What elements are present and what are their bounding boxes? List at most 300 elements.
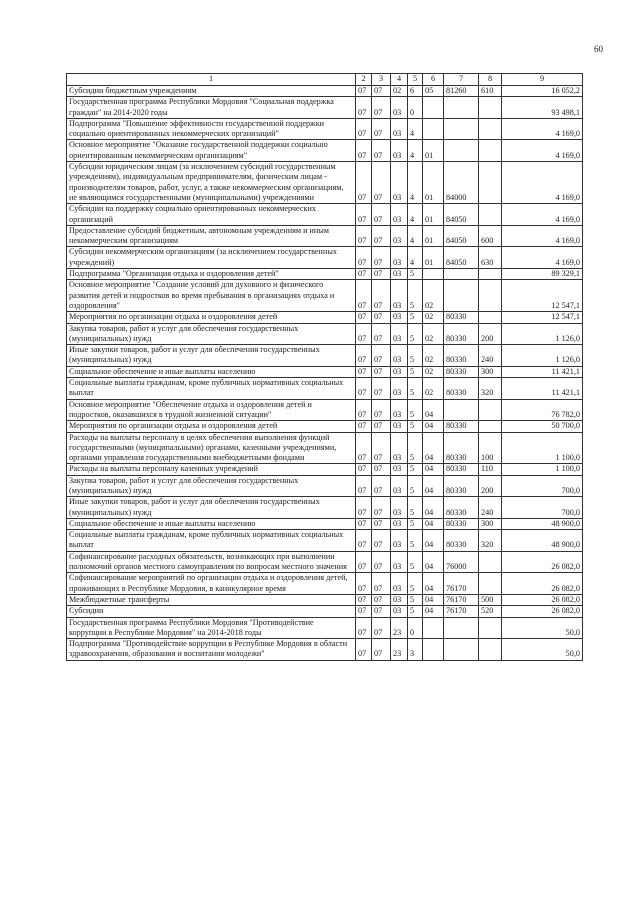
- section-code-cell: 07: [356, 323, 372, 345]
- program-code-cell: 03: [391, 399, 408, 421]
- amount-cell: 16 052,2: [502, 86, 583, 97]
- direction-code-cell: 80330: [444, 312, 479, 323]
- expense-type-cell: 320: [479, 378, 502, 400]
- activity-code-cell: 04: [423, 518, 444, 529]
- table-row: [67, 421, 583, 432]
- program-code-cell: 03: [391, 551, 408, 573]
- amount-cell: 4 169,0: [502, 204, 583, 226]
- expense-type-cell: [479, 269, 502, 280]
- row-name-cell: Расходы на выплаты персоналу в целях обеспечения выполнения функций государственными (муниципальными) органами, казенными учреждениями, органами управления государственными внебюджетными фондами: [67, 432, 356, 464]
- subprogram-code-cell: 5: [408, 421, 423, 432]
- activity-code-cell: 02: [423, 312, 444, 323]
- row-name-cell: Социальное обеспечение и иные выплаты населению: [67, 518, 356, 529]
- section-code-cell: 07: [356, 247, 372, 269]
- activity-code-cell: 02: [423, 345, 444, 367]
- header-cell: 4: [391, 74, 408, 86]
- direction-code-cell: 80330: [444, 378, 479, 400]
- subprogram-code-cell: 5: [408, 518, 423, 529]
- table-row: [67, 378, 583, 400]
- amount-cell: 26 082,0: [502, 573, 583, 595]
- direction-code-cell: 84050: [444, 247, 479, 269]
- program-code-cell: 03: [391, 204, 408, 226]
- subprogram-code-cell: 4: [408, 140, 423, 162]
- direction-code-cell: 80330: [444, 432, 479, 464]
- section-code-cell: 07: [356, 518, 372, 529]
- amount-cell: 50,0: [502, 617, 583, 639]
- direction-code-cell: [444, 269, 479, 280]
- activity-code-cell: 04: [423, 464, 444, 475]
- direction-code-cell: [444, 280, 479, 312]
- expense-type-cell: 200: [479, 475, 502, 497]
- activity-code-cell: 05: [423, 86, 444, 97]
- activity-code-cell: 04: [423, 432, 444, 464]
- activity-code-cell: 02: [423, 280, 444, 312]
- table-row: [67, 118, 583, 140]
- subsection-code-cell: 07: [372, 475, 391, 497]
- direction-code-cell: 76000: [444, 551, 479, 573]
- table-row: [67, 162, 583, 204]
- expense-type-cell: 300: [479, 366, 502, 377]
- subprogram-code-cell: 5: [408, 312, 423, 323]
- amount-cell: 26 082,0: [502, 606, 583, 617]
- activity-code-cell: 04: [423, 421, 444, 432]
- direction-code-cell: 76170: [444, 606, 479, 617]
- program-code-cell: 03: [391, 497, 408, 519]
- program-code-cell: 03: [391, 345, 408, 367]
- program-code-cell: 03: [391, 573, 408, 595]
- direction-code-cell: 80330: [444, 345, 479, 367]
- subprogram-code-cell: 5: [408, 366, 423, 377]
- subprogram-code-cell: 5: [408, 269, 423, 280]
- subprogram-code-cell: 3: [408, 639, 423, 661]
- header-cell: 2: [356, 74, 372, 86]
- row-name-cell: Субсидии: [67, 606, 356, 617]
- direction-code-cell: [444, 639, 479, 661]
- row-name-cell: Социальные выплаты гражданам, кроме публичных нормативных социальных выплат: [67, 378, 356, 400]
- expense-type-cell: 200: [479, 323, 502, 345]
- table-row: [67, 247, 583, 269]
- section-code-cell: 07: [356, 617, 372, 639]
- expense-type-cell: [479, 573, 502, 595]
- section-code-cell: 07: [356, 204, 372, 226]
- row-name-cell: Субсидии бюджетным учреждениям: [67, 86, 356, 97]
- section-code-cell: 07: [356, 432, 372, 464]
- section-code-cell: 07: [356, 573, 372, 595]
- amount-cell: 700,0: [502, 475, 583, 497]
- amount-cell: 1 100,0: [502, 464, 583, 475]
- subsection-code-cell: 07: [372, 366, 391, 377]
- subsection-code-cell: 07: [372, 617, 391, 639]
- section-code-cell: 07: [356, 594, 372, 605]
- amount-cell: 12 547,1: [502, 280, 583, 312]
- row-name-cell: Социальные выплаты гражданам, кроме публичных нормативных социальных выплат: [67, 530, 356, 552]
- row-name-cell: Софинансирование мероприятий по организации отдыха и оздоровления детей, проживающих в Республике Мордовия, в каникулярное время: [67, 573, 356, 595]
- subprogram-code-cell: 5: [408, 573, 423, 595]
- expense-type-cell: [479, 312, 502, 323]
- expense-type-cell: 610: [479, 86, 502, 97]
- row-name-cell: Подпрограмма "Организация отдыха и оздоровления детей": [67, 269, 356, 280]
- activity-code-cell: 01: [423, 140, 444, 162]
- subprogram-code-cell: 4: [408, 118, 423, 140]
- subprogram-code-cell: 0: [408, 617, 423, 639]
- section-code-cell: 07: [356, 464, 372, 475]
- table-row: [67, 204, 583, 226]
- expense-type-cell: 240: [479, 497, 502, 519]
- header-cell: 5: [408, 74, 423, 86]
- table-row: [67, 225, 583, 247]
- table-header-row: [67, 74, 583, 86]
- subsection-code-cell: 07: [372, 118, 391, 140]
- program-code-cell: 03: [391, 140, 408, 162]
- direction-code-cell: 76170: [444, 594, 479, 605]
- amount-cell: 1 126,0: [502, 323, 583, 345]
- amount-cell: 50,0: [502, 639, 583, 661]
- section-code-cell: 07: [356, 366, 372, 377]
- activity-code-cell: 04: [423, 551, 444, 573]
- table-row: [67, 280, 583, 312]
- amount-cell: 11 421,1: [502, 366, 583, 377]
- section-code-cell: 07: [356, 269, 372, 280]
- header-cell: 7: [444, 74, 479, 86]
- subprogram-code-cell: 5: [408, 530, 423, 552]
- expense-type-cell: [479, 639, 502, 661]
- subprogram-code-cell: 5: [408, 345, 423, 367]
- activity-code-cell: 02: [423, 378, 444, 400]
- program-code-cell: 03: [391, 312, 408, 323]
- activity-code-cell: 01: [423, 225, 444, 247]
- subsection-code-cell: 07: [372, 530, 391, 552]
- program-code-cell: 03: [391, 432, 408, 464]
- direction-code-cell: 80330: [444, 421, 479, 432]
- activity-code-cell: 02: [423, 323, 444, 345]
- section-code-cell: 07: [356, 86, 372, 97]
- amount-cell: 4 169,0: [502, 162, 583, 204]
- subprogram-code-cell: 5: [408, 323, 423, 345]
- table-row: [67, 323, 583, 345]
- table-row: [67, 497, 583, 519]
- table-row: [67, 345, 583, 367]
- activity-code-cell: 04: [423, 475, 444, 497]
- amount-cell: 26 082,0: [502, 551, 583, 573]
- program-code-cell: 03: [391, 323, 408, 345]
- direction-code-cell: [444, 97, 479, 119]
- header-cell: 1: [67, 74, 356, 86]
- table-row: [67, 312, 583, 323]
- expense-type-cell: 500: [479, 594, 502, 605]
- expense-type-cell: [479, 399, 502, 421]
- section-code-cell: 07: [356, 225, 372, 247]
- subprogram-code-cell: 5: [408, 551, 423, 573]
- row-name-cell: Иные закупки товаров, работ и услуг для обеспечения государственных (муниципальных) нужд: [67, 497, 356, 519]
- program-code-cell: 03: [391, 421, 408, 432]
- row-name-cell: Подпрограмма "Повышение эффективности государственной поддержки социально ориентированных некоммерческих организаций": [67, 118, 356, 140]
- direction-code-cell: 80330: [444, 475, 479, 497]
- row-name-cell: Основное мероприятие "Создание условий для духовного и физического развития детей и подростков во время пребывания в организациях отдыха и оздоровления": [67, 280, 356, 312]
- section-code-cell: 07: [356, 97, 372, 119]
- activity-code-cell: 04: [423, 399, 444, 421]
- section-code-cell: 07: [356, 639, 372, 661]
- row-name-cell: Основное мероприятие "Оказание государственной поддержки социально ориентированным некоммерческим организациям": [67, 140, 356, 162]
- section-code-cell: 07: [356, 606, 372, 617]
- subsection-code-cell: 07: [372, 464, 391, 475]
- subprogram-code-cell: 5: [408, 432, 423, 464]
- amount-cell: 12 547,1: [502, 312, 583, 323]
- subsection-code-cell: 07: [372, 345, 391, 367]
- table-row: [67, 97, 583, 119]
- row-name-cell: Межбюджетные трансферты: [67, 594, 356, 605]
- amount-cell: 76 782,0: [502, 399, 583, 421]
- amount-cell: 50 700,0: [502, 421, 583, 432]
- header-cell: 9: [502, 74, 583, 86]
- subsection-code-cell: 07: [372, 432, 391, 464]
- subprogram-code-cell: 5: [408, 378, 423, 400]
- direction-code-cell: 80330: [444, 323, 479, 345]
- table-row: [67, 518, 583, 529]
- activity-code-cell: 02: [423, 366, 444, 377]
- direction-code-cell: [444, 140, 479, 162]
- activity-code-cell: [423, 97, 444, 119]
- table-row: [67, 464, 583, 475]
- amount-cell: 4 169,0: [502, 225, 583, 247]
- program-code-cell: 03: [391, 247, 408, 269]
- expense-type-cell: 100: [479, 432, 502, 464]
- amount-cell: 11 421,1: [502, 378, 583, 400]
- subsection-code-cell: 07: [372, 594, 391, 605]
- row-name-cell: Субсидии на поддержку социально ориентированных некоммерческих организаций: [67, 204, 356, 226]
- expense-type-cell: [479, 551, 502, 573]
- table-row: [67, 639, 583, 661]
- subsection-code-cell: 07: [372, 204, 391, 226]
- expense-type-cell: [479, 162, 502, 204]
- table-row: [67, 594, 583, 605]
- subsection-code-cell: 07: [372, 421, 391, 432]
- direction-code-cell: 76170: [444, 573, 479, 595]
- row-name-cell: Закупка товаров, работ и услуг для обеспечения государственных (муниципальных) нужд: [67, 323, 356, 345]
- table-row: [67, 432, 583, 464]
- subsection-code-cell: 07: [372, 225, 391, 247]
- amount-cell: 1 126,0: [502, 345, 583, 367]
- section-code-cell: 07: [356, 345, 372, 367]
- activity-code-cell: [423, 118, 444, 140]
- table-row: [67, 269, 583, 280]
- table-row: [67, 399, 583, 421]
- subprogram-code-cell: 5: [408, 606, 423, 617]
- row-name-cell: Основное мероприятие "Обеспечение отдыха и оздоровления детей и подростков, оказавшихся в трудной жизненной ситуации": [67, 399, 356, 421]
- program-code-cell: 03: [391, 594, 408, 605]
- expense-type-cell: 630: [479, 247, 502, 269]
- header-cell: 6: [423, 74, 444, 86]
- subprogram-code-cell: 5: [408, 475, 423, 497]
- expense-type-cell: 320: [479, 530, 502, 552]
- expense-type-cell: 110: [479, 464, 502, 475]
- program-code-cell: 23: [391, 617, 408, 639]
- direction-code-cell: 80330: [444, 366, 479, 377]
- program-code-cell: 23: [391, 639, 408, 661]
- program-code-cell: 03: [391, 530, 408, 552]
- table-row: [67, 366, 583, 377]
- row-name-cell: Государственная программа Республики Мордовия "Противодействие коррупции в Республике Мордовия" на 2014-2018 годы: [67, 617, 356, 639]
- subsection-code-cell: 07: [372, 606, 391, 617]
- subsection-code-cell: 07: [372, 280, 391, 312]
- expense-type-cell: [479, 617, 502, 639]
- amount-cell: 4 169,0: [502, 118, 583, 140]
- direction-code-cell: 80330: [444, 464, 479, 475]
- subsection-code-cell: 07: [372, 323, 391, 345]
- subprogram-code-cell: 4: [408, 204, 423, 226]
- subsection-code-cell: 07: [372, 378, 391, 400]
- header-cell: 8: [479, 74, 502, 86]
- table-row: [67, 606, 583, 617]
- expense-type-cell: [479, 421, 502, 432]
- section-code-cell: 07: [356, 118, 372, 140]
- program-code-cell: 03: [391, 97, 408, 119]
- subsection-code-cell: 07: [372, 518, 391, 529]
- row-name-cell: Мероприятия по организации отдыха и оздоровления детей: [67, 421, 356, 432]
- activity-code-cell: 04: [423, 594, 444, 605]
- section-code-cell: 07: [356, 378, 372, 400]
- subsection-code-cell: 07: [372, 497, 391, 519]
- direction-code-cell: 84000: [444, 162, 479, 204]
- subsection-code-cell: 07: [372, 162, 391, 204]
- subprogram-code-cell: 4: [408, 162, 423, 204]
- amount-cell: 48 900,0: [502, 518, 583, 529]
- activity-code-cell: 04: [423, 530, 444, 552]
- subprogram-code-cell: 5: [408, 399, 423, 421]
- subsection-code-cell: 07: [372, 269, 391, 280]
- activity-code-cell: 01: [423, 162, 444, 204]
- subsection-code-cell: 07: [372, 399, 391, 421]
- amount-cell: 26 082,0: [502, 594, 583, 605]
- direction-code-cell: 84050: [444, 204, 479, 226]
- program-code-cell: 03: [391, 162, 408, 204]
- direction-code-cell: 81260: [444, 86, 479, 97]
- table-row: [67, 86, 583, 97]
- row-name-cell: Иные закупки товаров, работ и услуг для обеспечения государственных (муниципальных) нужд: [67, 345, 356, 367]
- row-name-cell: Предоставление субсидий бюджетным, автономным учреждениям и иным некоммерческим организациям: [67, 225, 356, 247]
- activity-code-cell: [423, 639, 444, 661]
- section-code-cell: 07: [356, 162, 372, 204]
- expense-type-cell: [479, 280, 502, 312]
- amount-cell: 1 100,0: [502, 432, 583, 464]
- program-code-cell: 03: [391, 280, 408, 312]
- direction-code-cell: 80330: [444, 497, 479, 519]
- subprogram-code-cell: 6: [408, 86, 423, 97]
- section-code-cell: 07: [356, 530, 372, 552]
- section-code-cell: 07: [356, 421, 372, 432]
- activity-code-cell: 04: [423, 606, 444, 617]
- program-code-cell: 03: [391, 118, 408, 140]
- activity-code-cell: 04: [423, 573, 444, 595]
- direction-code-cell: [444, 118, 479, 140]
- expense-type-cell: 600: [479, 225, 502, 247]
- table-row: [67, 530, 583, 552]
- amount-cell: 4 169,0: [502, 247, 583, 269]
- expense-type-cell: [479, 140, 502, 162]
- activity-code-cell: 01: [423, 204, 444, 226]
- section-code-cell: 07: [356, 312, 372, 323]
- expense-type-cell: [479, 204, 502, 226]
- program-code-cell: 03: [391, 378, 408, 400]
- direction-code-cell: 80330: [444, 518, 479, 529]
- activity-code-cell: 01: [423, 247, 444, 269]
- direction-code-cell: [444, 399, 479, 421]
- budget-table: [66, 73, 583, 661]
- subsection-code-cell: 07: [372, 97, 391, 119]
- table-row: [67, 573, 583, 595]
- direction-code-cell: 80330: [444, 530, 479, 552]
- activity-code-cell: [423, 617, 444, 639]
- subsection-code-cell: 07: [372, 573, 391, 595]
- expense-type-cell: 300: [479, 518, 502, 529]
- row-name-cell: Мероприятия по организации отдыха и оздоровления детей: [67, 312, 356, 323]
- row-name-cell: Подпрограмма "Противодействие коррупции в Республике Мордовия в области здравоохранения, образования и воспитания молодежи": [67, 639, 356, 661]
- program-code-cell: 03: [391, 606, 408, 617]
- header-cell: 3: [372, 74, 391, 86]
- direction-code-cell: [444, 617, 479, 639]
- program-code-cell: 03: [391, 225, 408, 247]
- subprogram-code-cell: 5: [408, 594, 423, 605]
- subsection-code-cell: 07: [372, 639, 391, 661]
- program-code-cell: 03: [391, 518, 408, 529]
- row-name-cell: Закупка товаров, работ и услуг для обеспечения государственных (муниципальных) нужд: [67, 475, 356, 497]
- subsection-code-cell: 07: [372, 140, 391, 162]
- expense-type-cell: 520: [479, 606, 502, 617]
- section-code-cell: 07: [356, 475, 372, 497]
- table-row: [67, 140, 583, 162]
- subsection-code-cell: 07: [372, 86, 391, 97]
- table-row: [67, 475, 583, 497]
- amount-cell: 700,0: [502, 497, 583, 519]
- amount-cell: 93 498,1: [502, 97, 583, 119]
- expense-type-cell: 240: [479, 345, 502, 367]
- row-name-cell: Субсидии юридическим лицам (за исключением субсидий государственным учреждениям), индивидуальным предпринимателям, физическим лицам - производителям товаров, работ, услуг, а также некоммерческим организациям, не являющимся государственными (муниципальными) учреждениями: [67, 162, 356, 204]
- amount-cell: 4 169,0: [502, 140, 583, 162]
- expense-type-cell: [479, 97, 502, 119]
- section-code-cell: 07: [356, 280, 372, 312]
- amount-cell: 48 900,0: [502, 530, 583, 552]
- direction-code-cell: 84050: [444, 225, 479, 247]
- program-code-cell: 03: [391, 366, 408, 377]
- activity-code-cell: 04: [423, 497, 444, 519]
- subprogram-code-cell: 4: [408, 225, 423, 247]
- section-code-cell: 07: [356, 497, 372, 519]
- section-code-cell: 07: [356, 399, 372, 421]
- subsection-code-cell: 07: [372, 551, 391, 573]
- program-code-cell: 02: [391, 86, 408, 97]
- amount-cell: 89 329,1: [502, 269, 583, 280]
- program-code-cell: 03: [391, 269, 408, 280]
- section-code-cell: 07: [356, 551, 372, 573]
- row-name-cell: Софинансирование расходных обязательств, возникающих при выполнении полномочий органов местного самоуправления по вопросам местного значения: [67, 551, 356, 573]
- subsection-code-cell: 07: [372, 247, 391, 269]
- table-row: [67, 551, 583, 573]
- activity-code-cell: [423, 269, 444, 280]
- row-name-cell: Расходы на выплаты персоналу казенных учреждений: [67, 464, 356, 475]
- table-row: [67, 617, 583, 639]
- program-code-cell: 03: [391, 475, 408, 497]
- subprogram-code-cell: 0: [408, 97, 423, 119]
- subprogram-code-cell: 5: [408, 497, 423, 519]
- program-code-cell: 03: [391, 464, 408, 475]
- expense-type-cell: [479, 118, 502, 140]
- subprogram-code-cell: 4: [408, 247, 423, 269]
- page-number: 60: [594, 44, 603, 54]
- subprogram-code-cell: 5: [408, 280, 423, 312]
- subprogram-code-cell: 5: [408, 464, 423, 475]
- row-name-cell: Субсидии некоммерческим организациям (за исключением государственных учреждений): [67, 247, 356, 269]
- row-name-cell: Государственная программа Республики Мордовия "Социальная поддержка граждан" на 2014-2020 годы: [67, 97, 356, 119]
- subsection-code-cell: 07: [372, 312, 391, 323]
